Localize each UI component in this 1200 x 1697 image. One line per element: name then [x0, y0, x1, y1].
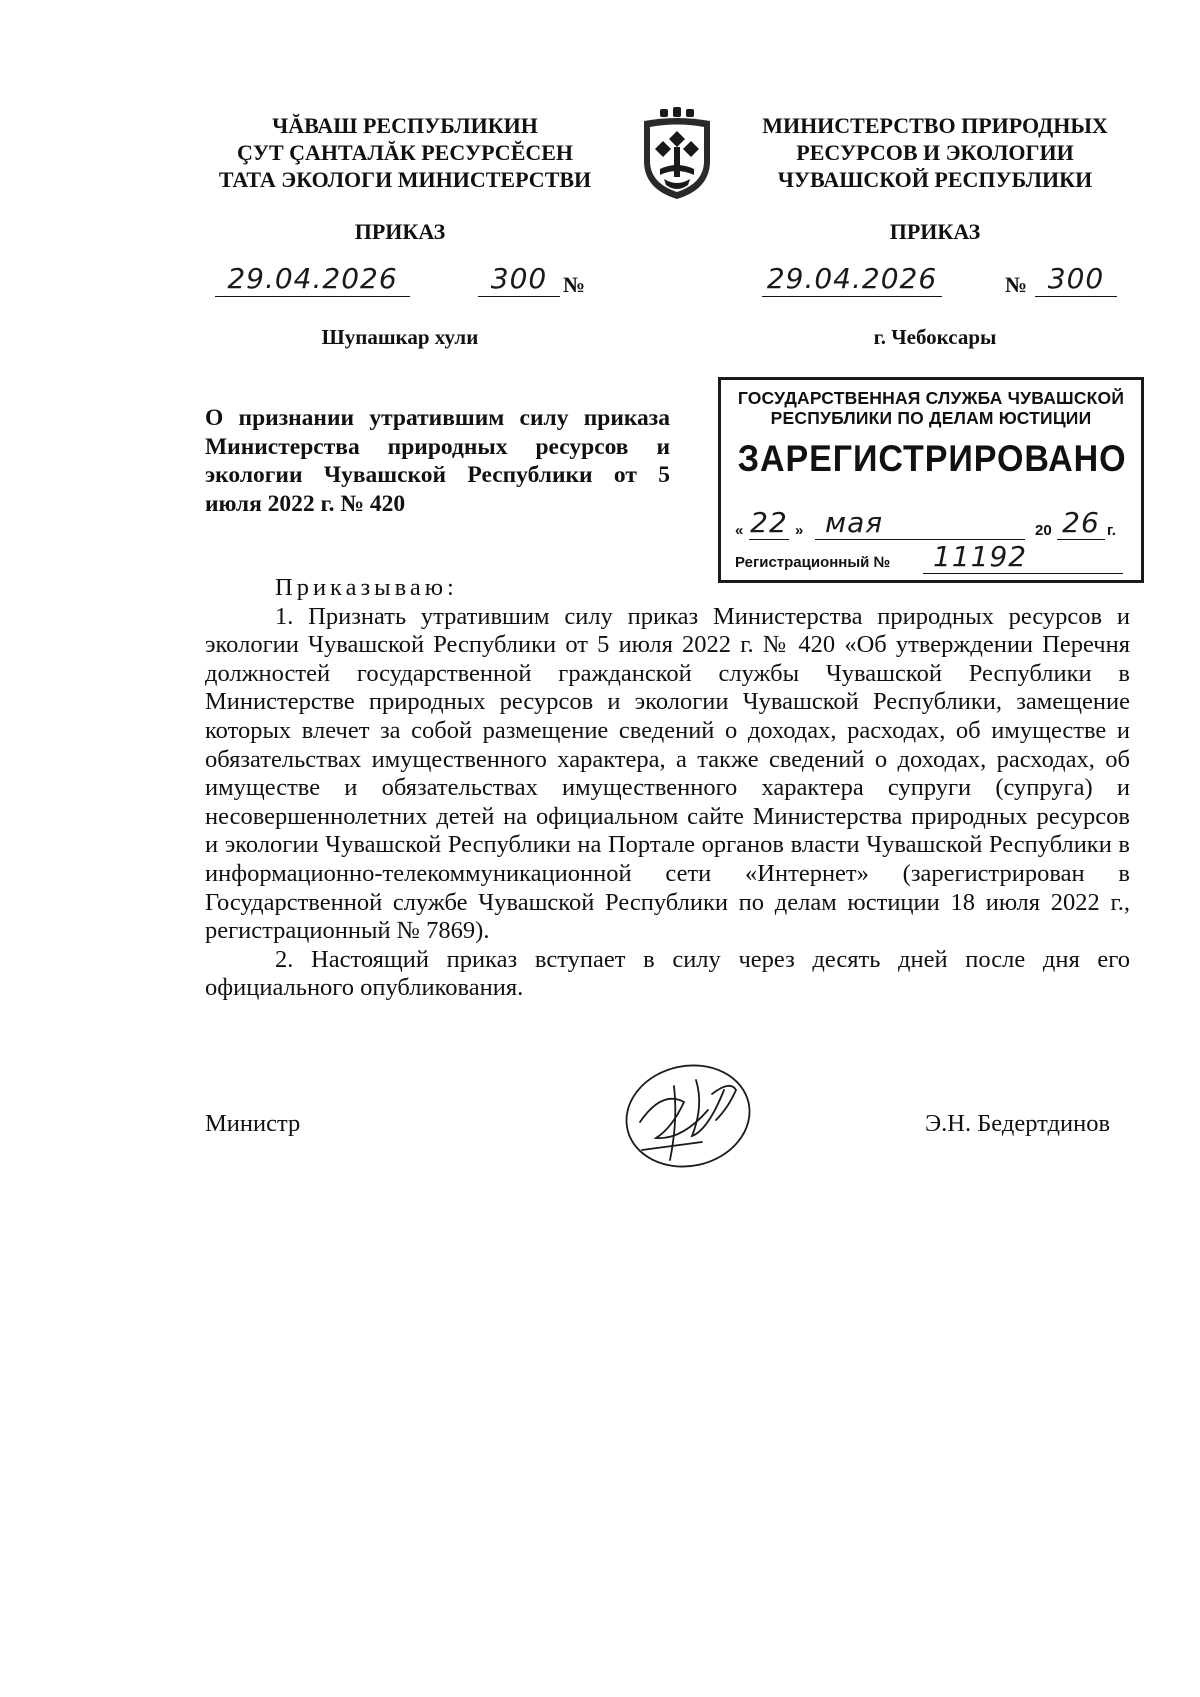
- header-right: [740, 112, 1130, 193]
- paragraph-1: 1. Признать утратившим силу приказ Министерства природных ресурсов и экологии Чувашской Республики от 5 июля 2022 г. № 420 «Об утверждении Перечня должностей государственной гражданской службы Чувашской Республики в Министерстве природных ресурсов и экологии Чувашской Республики, замещение которых влечет за собой размещение сведений о доходах, расходах, об имуществе и обязательствах имущественного характера, а также сведений о доходах, расходах, об имуществе и обязательствах имущественного характера супруги (супруга) и несовершеннолетних детей на официальном сайте Министерства природных ресурсов и экологии Чувашской Республики на Портале органов власти Чувашской Республики в информационно-телекоммуникационной сети «Интернет» (зарегистрирован в Государственной службе Чувашской Республики по делам юстиции 18 июля 2022 г., регистрационный № 7869).: [205, 602, 1130, 945]
- header-left-line-3: ТАТА ЭКОЛОГИ МИНИСТЕРСТВИ: [218, 167, 592, 192]
- stamp-reg-number: 11192: [923, 540, 1123, 574]
- coat-of-arms-icon: [638, 105, 716, 203]
- stamp-quote-open: «: [735, 522, 744, 539]
- stamp-org-line-1: ГОСУДАРСТВЕННАЯ СЛУЖБА ЧУВАШСКОЙ: [737, 388, 1125, 408]
- header-right-line-1: МИНИСТЕРСТВО ПРИРОДНЫХ: [762, 113, 1108, 138]
- number-sign-left: №: [563, 272, 586, 297]
- number-sign-right: №: [1005, 272, 1028, 297]
- stamp-year-mark: г.: [1107, 522, 1116, 539]
- registration-stamp: [718, 377, 1144, 583]
- signoff-name: Э.Н. Бедертдинов: [925, 1110, 1111, 1137]
- signature-icon: [612, 1050, 762, 1180]
- order-body: [205, 574, 1130, 1003]
- directive: Приказываю:: [275, 574, 458, 601]
- stamp-day: 22: [750, 506, 788, 539]
- paragraph-2: 2. Настоящий приказ вступает в силу через десять дней после дня его официального опубликования.: [205, 945, 1130, 1002]
- stamp-status: ЗАРЕГИСТРИРОВАНО: [737, 438, 1127, 479]
- header-left: [185, 112, 625, 193]
- stamp-month: мая: [815, 506, 1025, 540]
- header-left-line-1: ЧĂВАШ РЕСПУБЛИКИН: [272, 113, 538, 138]
- stamp-reg-label: Регистрационный №: [735, 554, 891, 571]
- stamp-quote-close: »: [795, 522, 804, 539]
- signoff-position: Министр: [205, 1110, 301, 1137]
- date-left: 29.04.2026: [215, 262, 410, 297]
- stamp-year-prefix: 20: [1035, 522, 1052, 539]
- stamp-year-suffix: 26: [1057, 506, 1105, 540]
- order-title-right: ПРИКАЗ: [889, 219, 981, 244]
- date-right: 29.04.2026: [762, 262, 942, 297]
- city-left: Шупашкар хули: [321, 325, 479, 349]
- order-title-left: ПРИКАЗ: [354, 219, 446, 244]
- header-right-line-2: РЕСУРСОВ И ЭКОЛОГИИ: [796, 140, 1074, 165]
- header-right-line-3: ЧУВАШСКОЙ РЕСПУБЛИКИ: [777, 167, 1093, 192]
- number-right: 300: [1035, 262, 1117, 297]
- stamp-org-line-2: РЕСПУБЛИКИ ПО ДЕЛАМ ЮСТИЦИИ: [770, 408, 1092, 428]
- city-right: г. Чебоксары: [873, 325, 997, 349]
- header-left-line-2: ÇУТ ÇАНТАЛĂК РЕСУРСĔСЕН: [236, 140, 574, 165]
- order-subject: О признании утратившим силу приказа Министерства природных ресурсов и экологии Чувашской Республики от 5 июля 2022 г. № 420: [205, 405, 670, 517]
- number-left: 300: [478, 262, 560, 297]
